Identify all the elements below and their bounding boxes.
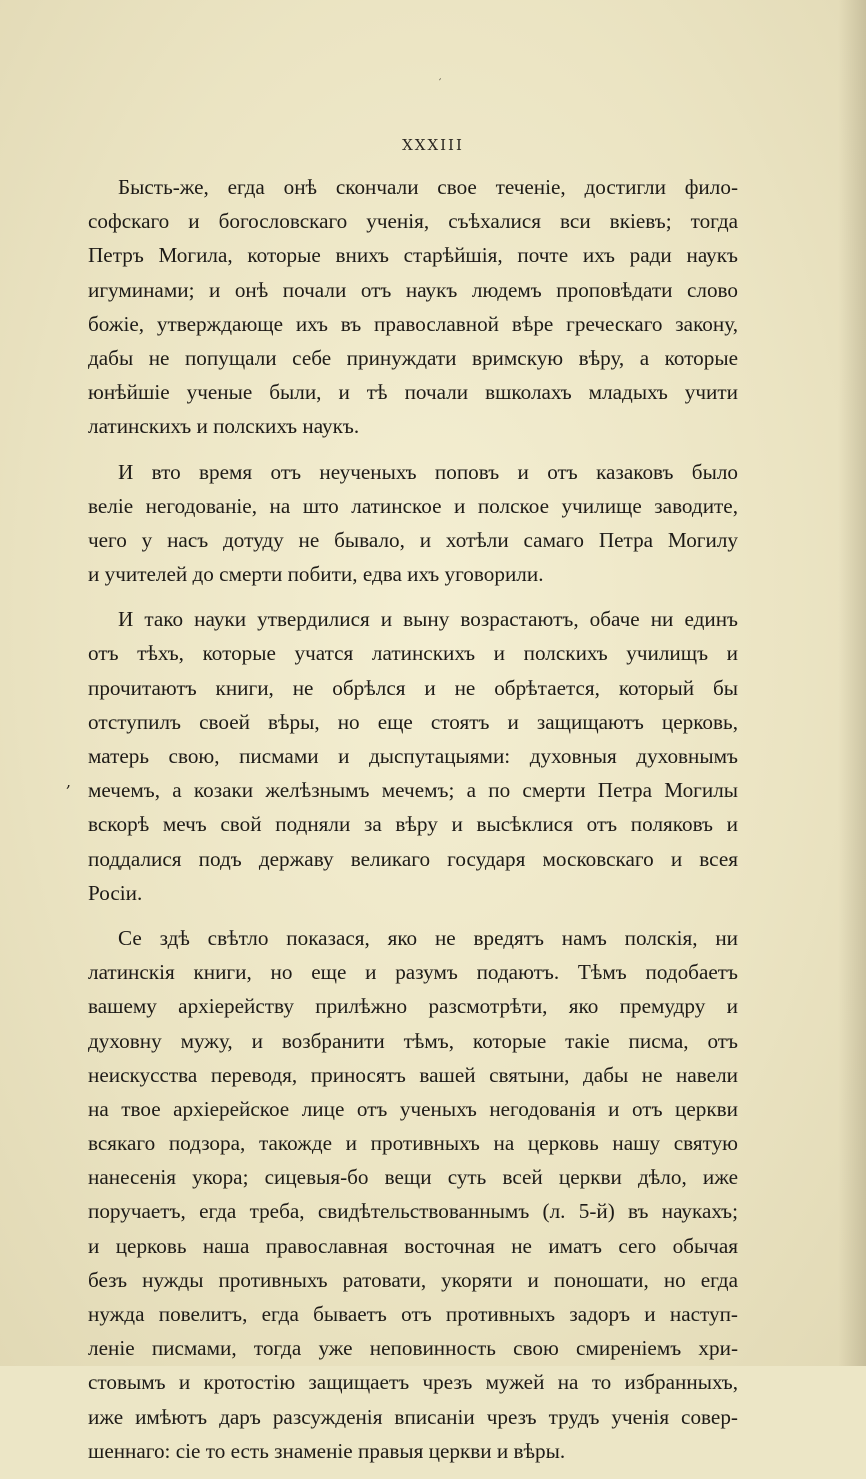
text-line: шеннаго: сіе то есть знаменіе правыя церкви и вѣры. bbox=[88, 1438, 566, 1463]
paragraph bbox=[88, 455, 738, 592]
text-line: поддалися подъ державу великаго государя московскаго и всея bbox=[88, 846, 738, 871]
text-line: неискусства переводя, приносятъ вашей святыни, дабы не навели bbox=[88, 1062, 738, 1087]
text-line: поручаетъ, егда треба, свидѣтельствованнымъ (л. 5-й) въ наукахъ; bbox=[88, 1199, 738, 1224]
text-line: нанесенія укора; сицевыя-бо вещи суть всей церкви дѣло, иже bbox=[88, 1165, 738, 1190]
text-line: вскорѣ мечъ свой подняли за вѣру и высѣклися отъ поляковъ и bbox=[88, 812, 738, 837]
text-line: латинскія книги, но еще и разумъ подаютъ. Тѣмъ подобаетъ bbox=[88, 960, 738, 985]
page-edge-shadow bbox=[838, 0, 866, 1366]
text-line: духовну мужу, и возбранити тѣмъ, которые такіе писма, отъ bbox=[88, 1028, 738, 1053]
text-line: Се здѣ свѣтло показася, яко не вредятъ намъ полскія, ни bbox=[118, 925, 738, 950]
text-line: И вто время отъ неученыхъ поповъ и отъ казаковъ было bbox=[118, 459, 738, 484]
text-line: прочитаютъ книги, не обрѣлся и не обрѣтается, который бы bbox=[88, 675, 738, 700]
text-line: стовымъ и кротостію защищаетъ чрезъ мужей на то избранныхъ, bbox=[88, 1370, 738, 1395]
text-line: отъ тѣхъ, которые учатся латинскихъ и полскихъ училищъ и bbox=[88, 641, 738, 666]
text-line: веліе негодованіе, на што латинское и полское училище заводите, bbox=[88, 493, 738, 518]
text-line: на твое архіерейское лице отъ ученыхъ негодованія и отъ церкви bbox=[88, 1096, 738, 1121]
paragraph bbox=[88, 602, 738, 910]
text-line: вашему архіерейству прилѣжно разсмотрѣти, яко премудру и bbox=[88, 994, 738, 1019]
stray-mark-top: ′ bbox=[439, 78, 442, 89]
paragraph bbox=[88, 921, 738, 1468]
text-line: чего у насъ дотуду не бывало, и хотѣли самаго Петра Могилу bbox=[88, 527, 738, 552]
text-line: и церковь наша православная восточная не иматъ сего обычая bbox=[88, 1233, 738, 1258]
text-line: дабы не попущали себе принуждати вримскую вѣру, а которые bbox=[88, 345, 738, 370]
text-line: Бысть-же, егда онѣ скончали свое теченіе, достигли фило- bbox=[118, 175, 738, 199]
text-line: всякаго подзора, такожде и противныхъ на церковь нашу святую bbox=[88, 1131, 738, 1156]
text-line: отступилъ своей вѣры, но еще стоятъ и защищаютъ церковь, bbox=[88, 709, 738, 734]
paragraph bbox=[88, 170, 738, 444]
text-line: безъ нужды противныхъ ратовати, укоряти и поношати, но егда bbox=[88, 1267, 738, 1292]
text-line: леніе писмами, тогда уже неповинность свою смиреніемъ хри- bbox=[88, 1336, 738, 1361]
text-line: латинскихъ и полскихъ наукъ. bbox=[88, 414, 360, 439]
text-line: иже имѣютъ даръ разсужденія вписаніи чрезъ трудъ ученія совер- bbox=[88, 1404, 738, 1429]
body-text bbox=[88, 170, 738, 1479]
text-line: юнѣйшіе ученые были, и тѣ почали вшколахъ младыхъ учити bbox=[88, 380, 738, 405]
text-line: Петръ Могила, которые внихъ старѣйшія, почте ихъ ради наукъ bbox=[88, 243, 738, 268]
text-line: И тако науки утвердилися и выну возрастаютъ, обаче ни единъ bbox=[118, 607, 738, 632]
text-line: игуминами; и онѣ почали отъ наукъ людемъ проповѣдати слово bbox=[88, 277, 738, 302]
text-line: мечемъ, а козаки желѣзнымъ мечемъ; а по смерти Петра Могилы bbox=[88, 778, 738, 803]
page-number: XXXIII bbox=[402, 136, 464, 154]
text-line: софскаго и богословскаго ученія, съѣхалися вси вкіевъ; тогда bbox=[88, 209, 738, 234]
text-line: нужда повелитъ, егда бываетъ отъ противныхъ задоръ и наступ- bbox=[88, 1302, 738, 1326]
text-line: божіе, утверждающе ихъ въ православной вѣре греческаго закону, bbox=[88, 311, 738, 336]
text-line: и учителей до смерти побити, едва ихъ уговорили. bbox=[88, 562, 544, 587]
text-line: матерь свою, писмами и дыспутацыями: духовныя духовнымъ bbox=[88, 744, 738, 768]
text-line: Росіи. bbox=[88, 880, 143, 905]
stray-mark-left: , bbox=[66, 772, 72, 791]
